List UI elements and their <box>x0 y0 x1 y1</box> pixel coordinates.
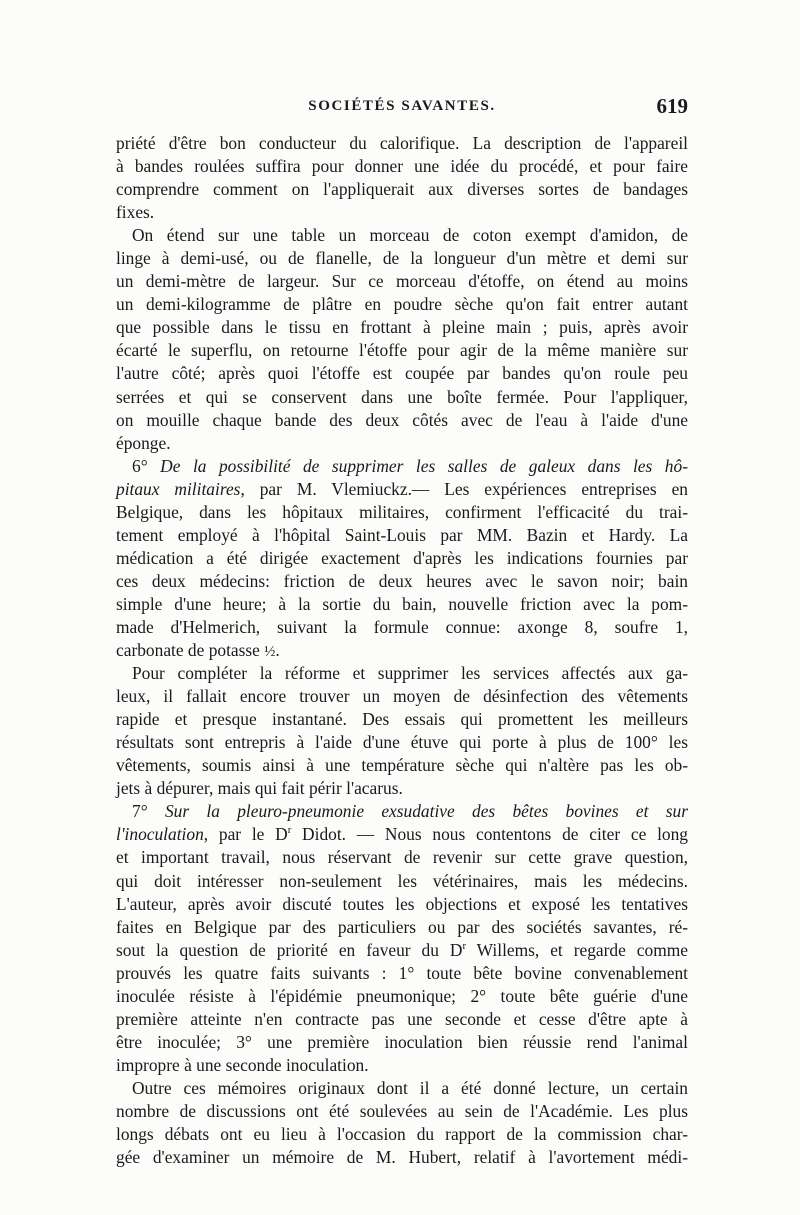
text-fragment: Belgique, dans les hôpitaux militaires, confirment l'efficacité du trai- <box>116 501 688 522</box>
text-fragment: Willems, et regarde comme <box>466 939 688 960</box>
text-line <box>116 270 688 293</box>
text-line <box>116 224 688 247</box>
text-line <box>116 293 688 316</box>
text-fragment: être inoculée; 3° une première inoculation bien réussie rend l'animal <box>116 1031 688 1052</box>
text-line <box>116 570 688 593</box>
text-line <box>116 339 688 362</box>
text-line <box>116 731 688 754</box>
text-line <box>116 501 688 524</box>
text-line <box>116 1008 688 1031</box>
text-line <box>116 478 688 501</box>
text-line <box>116 247 688 270</box>
running-title: SOCIÉTÉS SAVANTES. <box>308 98 496 114</box>
text-fragment: comprendre comment on l'appliquerait aux diverses sortes de bandages <box>116 179 688 200</box>
text-fragment: vêtements, soumis ainsi à une température sèche qui n'altère pas les ob- <box>116 755 688 776</box>
text-line <box>116 708 688 731</box>
text-fragment: 6° <box>132 455 161 476</box>
text-line <box>116 362 688 385</box>
text-line <box>116 962 688 985</box>
text-line <box>116 593 688 616</box>
text-line <box>116 754 688 777</box>
text-line <box>116 893 688 916</box>
text-fragment: première atteinte n'en contracte pas une seconde et cesse d'être apte à <box>116 1008 688 1029</box>
italic-fragment: De la possibilité de supprimer les salles de galeux dans les hô- <box>160 455 688 476</box>
text-fragment: On étend sur une table un morceau de coton exempt d'amidon, de <box>132 225 688 246</box>
text-fragment: . <box>275 640 280 661</box>
superscript: r <box>462 939 467 952</box>
text-fragment: ces deux médecins: friction de deux heures avec le savon noir; bain <box>116 570 688 591</box>
text-line <box>116 939 688 962</box>
text-fragment: carbonate de potasse <box>116 640 265 661</box>
text-fragment: qui doit intéresser non-seulement les vétérinaires, mais les médecins. <box>116 870 688 891</box>
text-fragment: résultats sont entrepris à l'aide d'une étuve qui porte à plus de 100° les <box>116 732 688 753</box>
text-fragment: , par M. Vlemiuckz.— Les expériences entreprises en <box>240 478 688 499</box>
text-line <box>116 386 688 409</box>
text-fragment: longs débats ont eu lieu à l'occasion du rapport de la commission char- <box>116 1124 688 1145</box>
text-line <box>116 985 688 1008</box>
text-fragment: tement employé à l'hôpital Saint-Louis par MM. Bazin et Hardy. La <box>116 524 688 545</box>
text-line <box>116 524 688 547</box>
text-line <box>116 616 688 639</box>
text-fragment: L'auteur, après avoir discuté toutes les objections et exposé les tentatives <box>116 893 688 914</box>
text-fragment: priété d'être bon conducteur du calorifique. La description de l'appareil <box>116 133 688 153</box>
text-fragment: sout la question de priorité en faveur du D <box>116 939 463 960</box>
text-fragment: et important travail, nous réservant de revenir sur cette grave question, <box>116 847 688 868</box>
text-fragment: Didot. — Nous nous contentons de citer ce long <box>291 824 688 845</box>
text-line <box>116 662 688 685</box>
text-line <box>116 1146 688 1169</box>
italic-fragment: Sur la pleuro-pneumonie exsudative des bêtes bovines et sur <box>164 801 688 822</box>
text-line <box>116 800 688 823</box>
text-line <box>116 823 688 846</box>
text-fragment: faites en Belgique par des particuliers ou par des sociétés savantes, ré- <box>116 916 688 937</box>
text-line <box>116 639 688 662</box>
text-line <box>116 1123 688 1146</box>
text-fragment: Pour compléter la réforme et supprimer les services affectés aux ga- <box>132 663 688 684</box>
text-fragment: inoculée résiste à l'épidémie pneumonique; 2° toute bête guérie d'une <box>116 985 688 1006</box>
text-fragment: jets à dépurer, mais qui fait périr l'acarus. <box>116 778 403 799</box>
text-fragment: médication a été dirigée exactement d'après les indications fournies par <box>116 547 688 568</box>
text-line <box>116 916 688 939</box>
text-fragment: ½ <box>264 644 276 661</box>
running-head <box>116 94 688 122</box>
text-line <box>116 685 688 708</box>
text-line <box>116 547 688 570</box>
text-line <box>116 1077 688 1100</box>
text-fragment: leux, il fallait encore trouver un moyen de désinfection des vêtements <box>116 686 688 707</box>
body-text <box>116 132 688 1169</box>
text-fragment: made d'Helmerich, suivant la formule connue: axonge 8, soufre 1, <box>116 616 688 637</box>
text-line <box>116 1031 688 1054</box>
text-line <box>116 132 688 155</box>
text-line <box>116 316 688 339</box>
text-line <box>116 777 688 800</box>
text-line <box>116 409 688 432</box>
text-fragment: impropre à une seconde inoculation. <box>116 1054 369 1075</box>
italic-fragment: pitaux militaires <box>116 478 241 499</box>
text-fragment: prouvés les quatre faits suivants : 1° toute bête bovine convenablement <box>116 962 688 983</box>
text-fragment: que possible dans le tissu en frottant à pleine main ; puis, après avoir <box>116 317 688 338</box>
text-fragment: à bandes roulées suffira pour donner une idée du procédé, et pour faire <box>116 156 688 177</box>
text-fragment: éponge. <box>116 432 171 453</box>
text-fragment: serrées et qui se conservent dans une boîte fermée. Pour l'appliquer, <box>116 386 688 407</box>
text-fragment: fixes. <box>116 202 155 223</box>
italic-fragment: l'inoculation <box>116 824 204 845</box>
text-fragment: on mouille chaque bande des deux côtés avec de l'eau à l'aide d'une <box>116 409 688 430</box>
text-line <box>116 155 688 178</box>
text-fragment: linge à demi-usé, ou de flanelle, de la longueur d'un mètre et demi sur <box>116 248 688 269</box>
text-fragment: gée d'examiner un mémoire de M. Hubert, relatif à l'avortement médi- <box>116 1147 688 1168</box>
text-fragment: , par le D <box>203 824 288 845</box>
text-line <box>116 178 688 201</box>
text-fragment: un demi-kilogramme de plâtre en poudre sèche qu'on fait entrer autant <box>116 294 688 315</box>
text-fragment: Outre ces mémoires originaux dont il a été donné lecture, un certain <box>132 1077 688 1098</box>
page-number: 619 <box>656 94 688 118</box>
text-fragment: nombre de discussions ont été soulevées au sein de l'Académie. Les plus <box>116 1100 688 1121</box>
text-fragment: écarté le superflu, on retourne l'étoffe pour agir de la même manière sur <box>116 340 688 361</box>
text-line <box>116 455 688 478</box>
text-line <box>116 846 688 869</box>
text-line <box>116 432 688 455</box>
text-line <box>116 1054 688 1077</box>
text-line <box>116 201 688 224</box>
text-line <box>116 870 688 893</box>
text-line <box>116 1100 688 1123</box>
text-fragment: simple d'une heure; à la sortie du bain, nouvelle friction avec la pom- <box>116 593 688 614</box>
text-fragment: l'autre côté; après quoi l'étoffe est coupée par bandes qu'on roule peu <box>116 363 688 384</box>
superscript: r <box>287 824 292 837</box>
text-fragment: rapide et presque instantané. Des essais qui promettent les meilleurs <box>116 709 688 730</box>
text-fragment: un demi-mètre de largeur. Sur ce morceau d'étoffe, on étend au moins <box>116 271 688 292</box>
text-fragment: 7° <box>132 801 165 822</box>
